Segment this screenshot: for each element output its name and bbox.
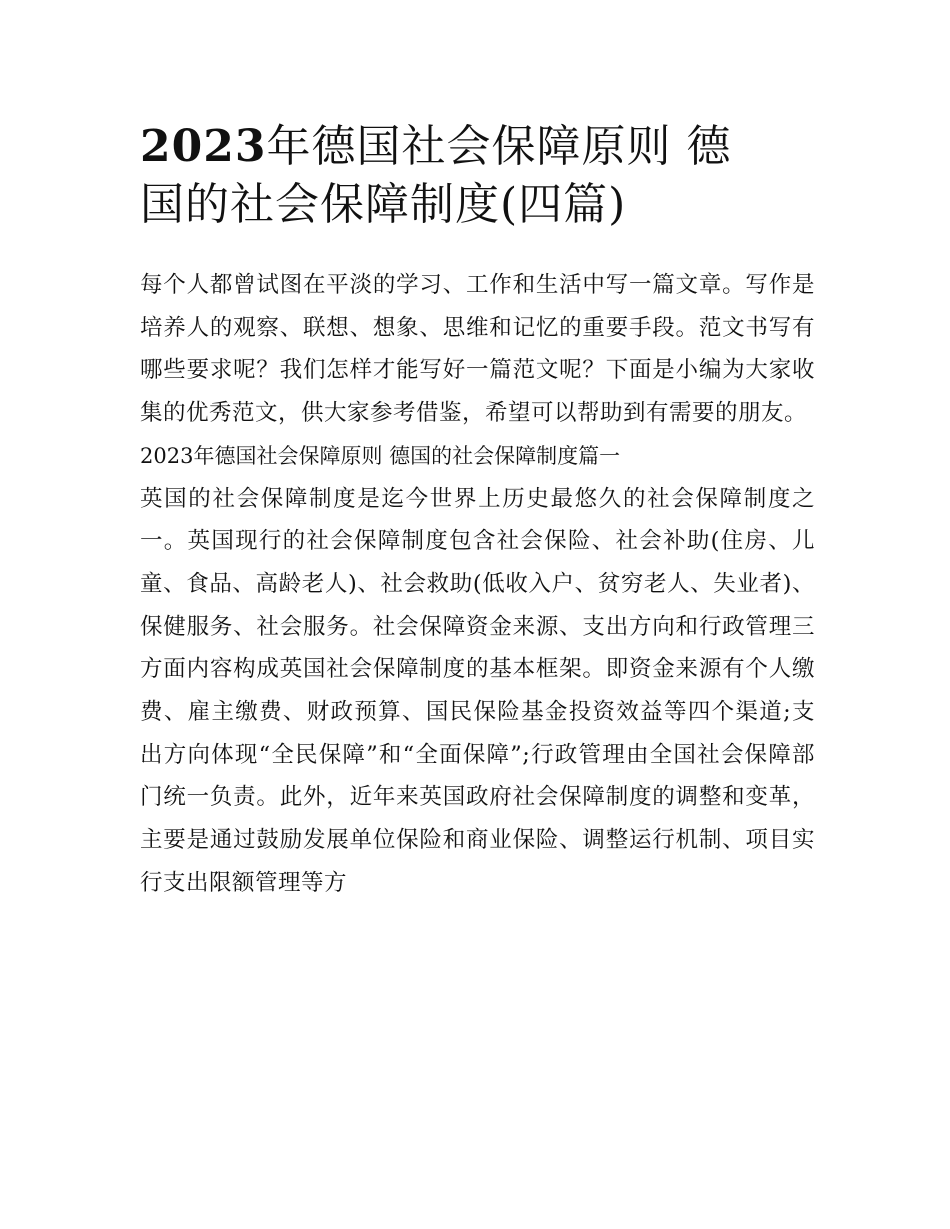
- title-line-1-text: 年德国社会保障原则 德: [266, 121, 732, 172]
- title-line-2: 国的社会保障制度(四篇): [140, 179, 627, 230]
- title-year: 2023: [140, 121, 267, 172]
- intro-paragraph: 每个人都曾试图在平淡的学习、工作和生活中写一篇文章。写作是培养人的观察、联想、想象、思维和记忆的重要手段。范文书写有哪些要求呢？我们怎样才能写好一篇范文呢？下面是小编为大家收集的优秀范文，供大家参考借鉴，希望可以帮助到有需要的朋友。: [140, 272, 815, 427]
- document-title: [140, 118, 815, 234]
- title-line-1: [140, 118, 815, 176]
- body-paragraph: 英国的社会保障制度是迄今世界上历史最悠久的社会保障制度之一。英国现行的社会保障制度包含社会保险、社会补助(住房、儿童、食品、高龄老人)、社会救助(低收入户、贫穷老人、失业者)、保健服务、社会服务。社会保障资金来源、支出方向和行政管理三方面内容构成英国社会保障制度的基本框架。即资金来源有个人缴费、雇主缴费、财政预算、国民保险基金投资效益等四个渠道;支出方向体现“全民保障”和“全面保障”;行政管理由全国社会保障部门统一负责。此外，近年来英国政府社会保障制度的调整和变革，主要是通过鼓励发展单位保险和商业保险、调整运行机制、项目实行支出限额管理等方: [140, 485, 815, 896]
- document-page: [140, 118, 815, 905]
- section-heading: 2023年德国社会保障原则 德国的社会保障制度篇一: [140, 443, 621, 468]
